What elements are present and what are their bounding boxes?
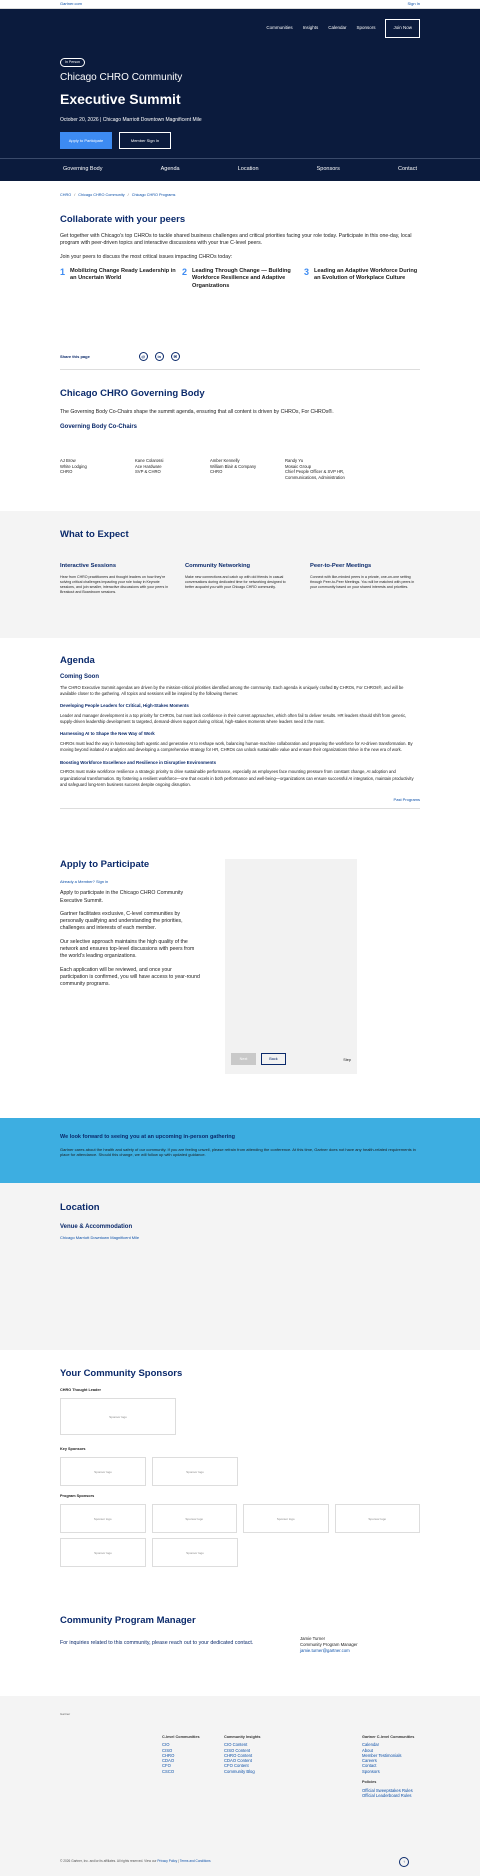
hero-banner [0, 9, 480, 158]
footer-link[interactable]: Sponsors [362, 1768, 380, 1774]
agenda-intro: The CHRO Executive Summit agendas are driven by the mission-critical priorities identified among the community. Each agenda is uniquely crafted By CHROs, For CHROs®, and will be available closer to the gathering. All topics and sessions will be inspired by the following themes: [60, 685, 404, 697]
top-signin-link[interactable]: Sign In [407, 1, 420, 7]
expect-item [185, 563, 295, 596]
sponsor-logo[interactable]: Sponsor logo [60, 1457, 146, 1486]
theme-text: Leading Through Change — Building Workforce Resilience and Adaptive Organizations [192, 267, 291, 289]
agenda-theme-title: Developing People Leaders for Critical, High-Stakes Moments [60, 703, 189, 709]
expect-item-title: Interactive Sessions [60, 562, 117, 569]
breadcrumb-programs[interactable]: Chicago CHRO Programs [131, 193, 176, 197]
governing-body-section [0, 388, 480, 480]
gartner-logo[interactable]: Gartner [60, 1711, 71, 1716]
governing-body-desc: The Governing Body Co-Chairs shape the summit agenda, ensuring that all content is driven by CHROs, For CHROs®. [60, 409, 334, 416]
sponsor-logo[interactable]: Sponsor logo [335, 1504, 421, 1533]
theme-item [304, 268, 420, 291]
footer-heading: Community Insights [224, 1734, 261, 1739]
cochair-org: Mosaic Group [285, 463, 312, 469]
footer-link[interactable]: Contact [362, 1763, 377, 1769]
share-label: Share this page [60, 354, 90, 360]
manager-email-link[interactable]: jamie.turner@gartner.com [300, 1647, 350, 1653]
cochair-role: Chief People Officer & SVP HR, Communications, Administration [285, 469, 345, 480]
copyright-text: © 2026 Gartner, Inc. and/or its affiliates. All rights reserved. View our [60, 1858, 157, 1863]
theme-text: Leading an Adaptive Workforce During an Evolution of Workplace Culture [314, 267, 418, 282]
notice-title: We look forward to seeing you at an upcoming in-person gathering [60, 1134, 235, 1141]
footer-link[interactable]: About [362, 1747, 373, 1753]
section-nav [0, 158, 480, 181]
footer-col-gartner [362, 1735, 414, 1798]
footer-link[interactable]: Careers [362, 1758, 377, 1764]
share-email-icon[interactable]: ✉ [171, 352, 180, 361]
footer-link[interactable]: CFO [162, 1763, 171, 1769]
footer-link[interactable]: Member Testimonials [362, 1752, 402, 1758]
nav-communities[interactable]: Communities [266, 25, 293, 31]
cochair-name: Amber Kennelly [210, 458, 240, 464]
agenda-theme-text: Leader and manager development is a top priority for CHROs, but most lack confidence in their current approaches, which often fail to deliver results. HR leaders should shift from generic, supply-driven leadership development to targeted, demand-driven support during critical, high-stakes moments where leaders need it the most. [60, 713, 407, 725]
key-sponsors-label: Key Sponsors [60, 1447, 86, 1452]
cochair-name: Randy Yu [285, 458, 304, 464]
manager-role: Community Program Manager [300, 1642, 358, 1648]
application-form[interactable] [225, 859, 357, 1074]
theme-item [60, 268, 176, 291]
apply-button[interactable]: Apply to Participate [60, 132, 112, 149]
collaborate-intro: Get together with Chicago’s top CHROs to tackle shared business challenges and critical priorities facing your role today. Participate in this one-day, local program with peer-driven topics and interactive discussions with your true C-level peers. [60, 232, 412, 247]
governing-body-title: Chicago CHRO Governing Body [60, 388, 205, 400]
nav-calendar[interactable]: Calendar [328, 25, 347, 31]
sponsor-logo[interactable]: Sponsor logo [152, 1504, 238, 1533]
divider [60, 369, 420, 370]
copyright: © 2026 Gartner, Inc. and/or its affiliates. All rights reserved. View our Privacy Policy | Terms and Conditions [60, 1858, 211, 1863]
tab-sponsors[interactable]: Sponsors [316, 166, 340, 173]
footer-link[interactable]: CISO [162, 1747, 173, 1753]
page-title: Executive Summit [60, 91, 181, 108]
apply-paragraph: Each application will be reviewed, and once your participation is confirmed, you will have access to year-round community programs. [60, 966, 200, 988]
expect-title: What to Expect [60, 529, 129, 541]
footer-col-insights [224, 1735, 261, 1774]
expect-item-title: Community Networking [185, 562, 251, 569]
location-section [0, 1183, 480, 1350]
gartner-home-link[interactable]: Gartner.com [60, 1, 83, 7]
cochair-role: CHRO [210, 469, 223, 475]
thought-leader-label: CHRO Thought Leader [60, 1387, 101, 1392]
footer-link[interactable]: Calendar [362, 1742, 379, 1748]
event-date-venue: October 20, 2026 | Chicago Marriott Downtown Magnificent Mile [60, 117, 202, 124]
tab-agenda[interactable]: Agenda [160, 166, 180, 173]
footer-link[interactable]: CHRO Content [224, 1752, 253, 1758]
breadcrumb-sep: / [74, 193, 76, 197]
breadcrumb-sep: / [127, 193, 129, 197]
agenda-theme-text: CHROs must make workforce resilience a strategic priority to drive sustainable performance, especially as employees face mounting pressure from constant change, AI adoption and organizational transformation. By fostering a resilient workforce—one that excels in both performance and well-being—organizations can ensure successful AI integration, maintain productivity and safeguard long-term business success despite ongoing disruption. [60, 769, 414, 787]
cochair-name: AJ Brow [60, 458, 76, 464]
apply-paragraph: Our selective approach maintains the high quality of the network and ensures top-level discussions with peers from the world’s leading organizations. [60, 938, 195, 960]
share-link-icon[interactable]: @ [139, 352, 148, 361]
apply-paragraph: Gartner facilitates exclusive, C-level communities by personally qualifying and understanding the priorities, challenges and interests of each member. [60, 910, 183, 932]
cochairs-heading: Governing Body Co-Chairs [60, 424, 138, 431]
back-button[interactable]: Back [261, 1053, 286, 1065]
tab-location[interactable]: Location [237, 166, 259, 173]
footer-link[interactable]: CDAO [162, 1758, 175, 1764]
cochair-role: CHRO [60, 469, 73, 475]
theme-number: 3 [304, 266, 310, 277]
agenda-section [0, 638, 480, 802]
sponsor-logo[interactable]: Sponsor logo [60, 1504, 146, 1533]
sponsor-logo[interactable]: Sponsor logo [152, 1457, 238, 1486]
member-signin-button[interactable]: Member Sign In [119, 132, 171, 149]
footer [0, 1696, 480, 1876]
breadcrumb-chro[interactable]: CHRO [60, 193, 72, 197]
manager-title: Community Program Manager [60, 1615, 196, 1627]
community-name: Chicago CHRO Community [60, 71, 183, 83]
location-title: Location [60, 1202, 100, 1214]
nav-sponsors[interactable]: Sponsors [356, 25, 376, 31]
expect-item-text: Hear from CHRO practitioners and thought leaders on how they’re solving critical challenges impacting your role today in Keynote sessions, and join smaller, interactive discussions with your peers in Breakout and Boardroom sessions. [60, 574, 169, 595]
venue-heading: Venue & Accommodation [60, 1223, 133, 1230]
footer-link[interactable]: CIO [162, 1742, 170, 1748]
program-sponsors-label: Program Sponsors [60, 1494, 95, 1499]
apply-section [0, 809, 480, 1074]
breadcrumb [0, 193, 480, 198]
manager-name: Jamie Turner [300, 1636, 326, 1642]
back-to-top-icon[interactable]: ↑ [399, 1857, 409, 1867]
health-notice-banner [0, 1118, 480, 1183]
sponsor-logo[interactable]: Sponsor logo [60, 1538, 146, 1567]
notice-text: Gartner cares about the health and safety of our community. If you are feeling unwell, please refrain from attending the conference. At this time, Gartner does not have any health-related requirements in place for attendance. Should this change, we will follow up with updated guidance. [60, 1146, 416, 1158]
apply-title: Apply to Participate [60, 859, 150, 871]
footer-heading: C-level Communities [162, 1734, 200, 1739]
footer-link[interactable]: Official Leaderboard Rules [362, 1792, 412, 1798]
expect-item-title: Peer-to-Peer Meetings [310, 562, 372, 569]
cochair-org: White Lodging [60, 463, 87, 469]
tab-contact[interactable]: Contact [398, 166, 417, 173]
footer-link[interactable]: Community Blog [224, 1768, 255, 1774]
expect-item [310, 563, 420, 596]
theme-number: 1 [60, 266, 66, 277]
sponsors-section [0, 1350, 480, 1567]
venue-link[interactable]: Chicago Marriott Downtown Magnificent Mile [60, 1235, 140, 1241]
past-programs-link[interactable]: Past Programs [393, 796, 420, 802]
cochair-name: Kane Colarossi [135, 458, 164, 464]
cochair-card [210, 458, 285, 480]
agenda-title: Agenda [60, 655, 95, 667]
cochair-card [60, 458, 135, 480]
collaborate-join-text: Join your peers to discuss the most critical issues impacting CHROs today: [60, 253, 233, 260]
cochair-card [285, 458, 360, 480]
tab-governing-body[interactable]: Governing Body [63, 166, 103, 173]
what-to-expect-section [0, 511, 480, 638]
agenda-theme-title: Harnessing AI to Shape the New Way of Work [60, 731, 155, 737]
expect-item-text: Make new connections and catch up with old friends in casual conversations during dedicated time for networking designed to better acquaint you with your Chicago CHRO community. [185, 574, 286, 590]
already-member-link[interactable]: Already a Member? Sign in [60, 878, 109, 884]
collaborate-title: Collaborate with your peers [60, 214, 186, 226]
terms-link[interactable]: Terms and Conditions [179, 1858, 211, 1863]
expect-item-text: Connect with like-minded peers in a private, one-on-one setting through Peer-to-Peer Meetings. You will be matched with peers in your community based on your shared interests and priorities. [310, 574, 415, 590]
footer-link[interactable]: CHRO [162, 1752, 175, 1758]
main-nav [60, 9, 420, 44]
next-button[interactable]: Next [231, 1053, 256, 1065]
sponsor-logo[interactable]: Sponsor logo [243, 1504, 329, 1533]
sponsors-title: Your Community Sponsors [60, 1368, 183, 1380]
theme-number: 2 [182, 266, 188, 277]
cochair-org: Ace Hardware [135, 463, 162, 469]
top-bar [0, 0, 480, 9]
collaborate-section [0, 214, 480, 361]
cochair-org: William Blair & Company [210, 463, 257, 469]
theme-text: Mobilizing Change Ready Leadership in an Uncertain World [70, 267, 176, 282]
manager-text: For inquiries related to this community, please reach out to your dedicated contact. [60, 1640, 254, 1647]
footer-link[interactable]: Official Sweepstakes Rules [362, 1787, 413, 1793]
footer-col-communities [162, 1735, 200, 1774]
cochair-card [135, 458, 210, 480]
breadcrumb-community[interactable]: Chicago CHRO Community [78, 193, 125, 197]
footer-heading: Policies [362, 1779, 377, 1784]
nav-insights[interactable]: Insights [302, 25, 319, 31]
share-bar [60, 352, 420, 361]
footer-link[interactable]: CSCO [162, 1768, 175, 1774]
cochair-role: SVP & CHRO [135, 469, 161, 475]
agenda-coming-soon: Coming Soon [60, 673, 99, 680]
program-manager-section [0, 1567, 480, 1653]
sponsor-logo[interactable]: Sponsor logo [60, 1398, 176, 1435]
apply-paragraph: Apply to participate in the Chicago CHRO Community Executive Summit. [60, 890, 184, 904]
footer-link[interactable]: CDAO Content [224, 1758, 252, 1764]
sponsor-logo[interactable]: Sponsor logo [152, 1538, 238, 1567]
expect-item [60, 563, 170, 596]
share-linkedin-icon[interactable]: in [155, 352, 164, 361]
theme-item [182, 268, 298, 291]
footer-link[interactable]: CIO Content [224, 1742, 248, 1748]
privacy-policy-link[interactable]: Privacy Policy [157, 1858, 178, 1863]
footer-link[interactable]: CFO Content [224, 1763, 249, 1769]
footer-link[interactable]: CISO Content [224, 1747, 251, 1753]
agenda-theme-text: CHROs must lead the way in harnessing both agentic and generative AI to reshape work, balancing human-machine collaboration and preparing the workforce for AI-driven transformation. By moving beyond isolated AI analytics and developing a comprehensive strategy for HR, CHROs can unlock sustainable value and ensure their organizations thrive in the new era of work. [60, 741, 413, 753]
in-person-badge: In Person [60, 58, 85, 67]
footer-heading: Gartner C-level Communities [362, 1734, 415, 1739]
agenda-theme-title: Boosting Workforce Excellence and Resilience in Disruptive Environments [60, 759, 217, 765]
join-now-button[interactable]: Join Now [385, 19, 420, 37]
form-step-indicator: Step [343, 1057, 351, 1062]
